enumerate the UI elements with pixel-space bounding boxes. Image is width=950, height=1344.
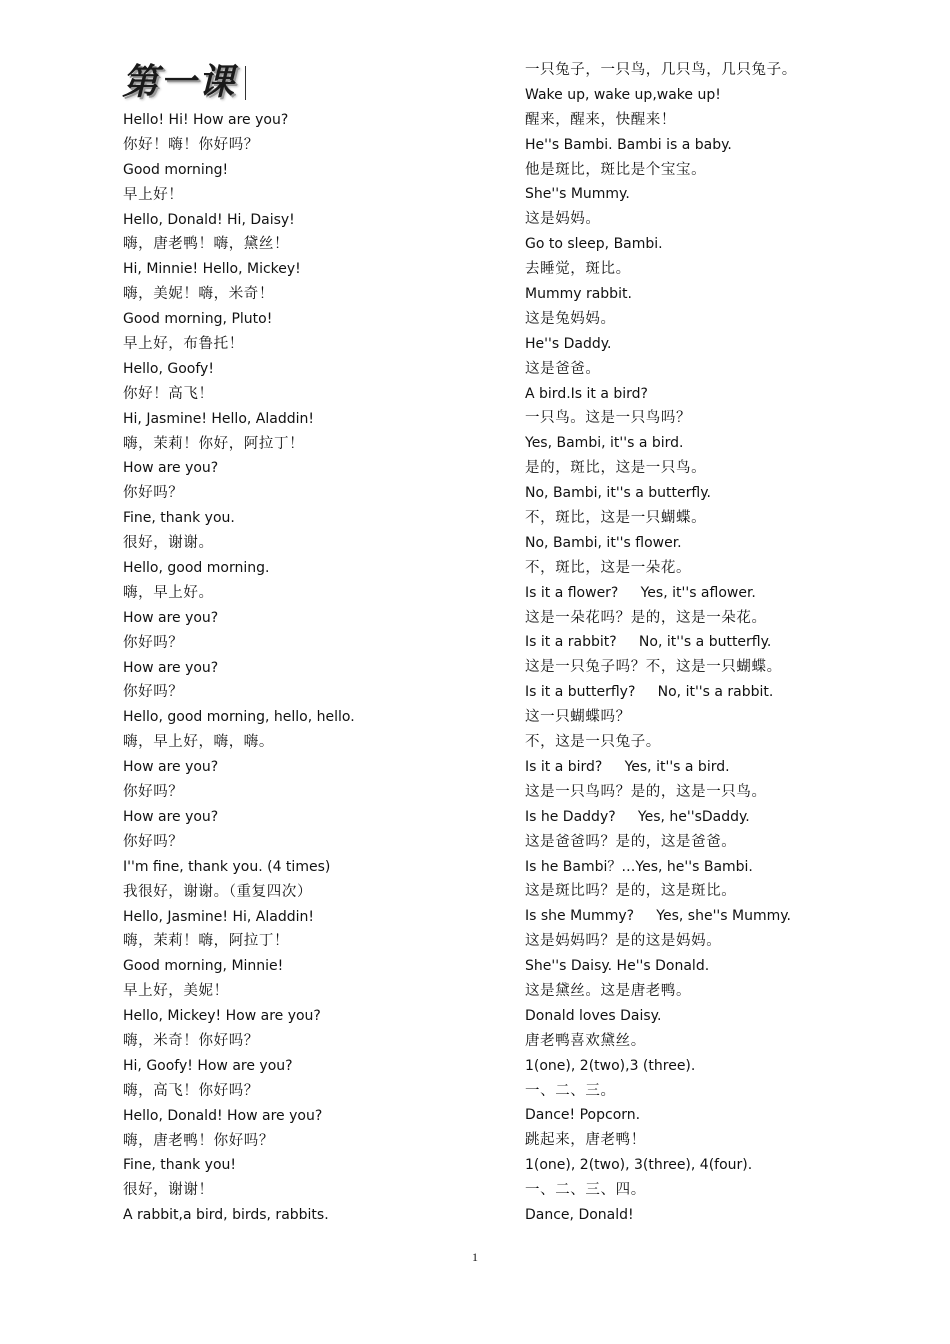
- title-divider: [245, 66, 246, 100]
- chinese-line: 这是斑比吗？是的，这是斑比。: [525, 883, 737, 900]
- english-line: Hello, Goofy!: [123, 360, 214, 377]
- left-column: [123, 108, 523, 1228]
- english-line: A rabbit,a bird, birds, rabbits.: [123, 1207, 329, 1224]
- english-line: Hello, good morning, hello, hello.: [123, 709, 355, 726]
- chinese-line: 嗨，美妮！嗨，米奇！: [123, 286, 274, 303]
- english-line: Hello, Donald! Hi, Daisy!: [123, 211, 295, 228]
- english-line: No, Bambi, it''s flower.: [525, 534, 682, 551]
- english-line: Mummy rabbit.: [525, 286, 632, 303]
- chinese-line: 很好，谢谢！: [123, 1182, 214, 1199]
- chinese-line: 这是一只鸟吗？是的，这是一只鸟。: [525, 783, 767, 800]
- chinese-line: 嗨，茉莉！你好，阿拉丁！: [123, 435, 305, 452]
- chinese-line: 嗨，唐老鸭！嗨，黛丝！: [123, 236, 290, 253]
- english-line: Hello, Mickey! How are you?: [123, 1008, 321, 1025]
- english-line: How are you?: [123, 808, 219, 825]
- english-line: Fine, thank you.: [123, 510, 235, 527]
- english-line: How are you?: [123, 659, 219, 676]
- chinese-line: 很好，谢谢。: [123, 535, 214, 552]
- english-line: Is it a rabbit? No, it''s a butterfly.: [525, 634, 772, 651]
- chinese-line: 这是一朵花吗？是的，这是一朵花。: [525, 609, 767, 626]
- english-line: Hi, Minnie! Hello, Mickey!: [123, 261, 301, 278]
- chinese-line: 这是妈妈吗？是的这是妈妈。: [525, 933, 722, 950]
- english-line: Is he Daddy? Yes, he''sDaddy.: [525, 808, 750, 825]
- english-line: 1(one), 2(two), 3(three), 4(four).: [525, 1157, 753, 1174]
- chinese-line: 醒来，醒来，快醒来！: [525, 111, 676, 128]
- chinese-line: 这是妈妈。: [525, 211, 601, 228]
- english-line: 1(one), 2(two),3 (three).: [525, 1057, 696, 1074]
- chinese-line: 一只兔子，一只鸟，几只鸟，几只兔子。: [525, 62, 797, 78]
- english-line: He''s Bambi. Bambi is a baby.: [525, 136, 732, 153]
- chinese-line: 这是兔妈妈。: [525, 310, 616, 327]
- english-line: Fine, thank you!: [123, 1157, 237, 1174]
- english-line: I''m fine, thank you. (4 times): [123, 858, 331, 875]
- english-line: Good morning!: [123, 161, 229, 178]
- chinese-line: 这是黛丝。这是唐老鸭。: [525, 982, 692, 999]
- english-line: Yes, Bambi, it''s a bird.: [525, 435, 684, 452]
- chinese-line: 嗨，早上好，嗨，嗨。: [123, 734, 274, 751]
- english-line: Donald loves Daisy.: [525, 1007, 662, 1024]
- english-line: Is he Bambi？…Yes, he''s Bambi.: [525, 858, 753, 875]
- chinese-line: 早上好，布鲁托！: [123, 336, 244, 353]
- english-line: Dance! Popcorn.: [525, 1107, 641, 1124]
- english-line: Hello, Jasmine! Hi, Aladdin!: [123, 908, 314, 925]
- chinese-line: 一、二、三、四。: [525, 1182, 646, 1199]
- english-line: Is it a bird? Yes, it''s a bird.: [525, 758, 730, 775]
- chinese-line: 不，这是一只兔子。: [525, 734, 661, 751]
- page-number: 1: [472, 1250, 478, 1264]
- chinese-line: 你好吗？: [123, 833, 184, 850]
- chinese-line: 这一只蝴蝶吗？: [525, 709, 631, 726]
- chinese-line: 是的，斑比，这是一只鸟。: [525, 460, 707, 477]
- english-line: A bird.Is it a bird?: [525, 385, 648, 402]
- chinese-line: 你好吗？: [123, 784, 184, 801]
- chinese-line: 去睡觉，斑比。: [525, 261, 631, 278]
- chinese-line: 嗨，唐老鸭！你好吗？: [123, 1132, 274, 1149]
- chinese-line: 不，斑比，这是一只蝴蝶。: [525, 510, 707, 527]
- english-line: Hello! Hi! How are you?: [123, 112, 289, 128]
- chinese-line: 一、二、三。: [525, 1082, 616, 1099]
- chinese-line: 不，斑比，这是一朵花。: [525, 559, 692, 576]
- chinese-line: 嗨，米奇！你好吗？: [123, 1032, 259, 1049]
- english-line: Good morning, Minnie!: [123, 958, 284, 975]
- english-line: Wake up, wake up,wake up!: [525, 86, 721, 103]
- english-line: Go to sleep, Bambi.: [525, 236, 663, 253]
- chinese-line: 唐老鸭喜欢黛丝。: [525, 1032, 646, 1049]
- english-line: Hello, good morning.: [123, 560, 270, 577]
- right-column: [525, 58, 925, 1228]
- english-line: How are you?: [123, 460, 219, 477]
- chinese-line: 你好吗？: [123, 485, 184, 502]
- chinese-line: 这是爸爸吗？是的，这是爸爸。: [525, 833, 737, 850]
- english-line: Hello, Donald! How are you?: [123, 1107, 323, 1124]
- chinese-line: 你好！嗨！你好吗？: [123, 136, 259, 153]
- chinese-line: 这是一只兔子吗？不，这是一只蝴蝶。: [525, 659, 782, 676]
- english-line: How are you?: [123, 609, 219, 626]
- chinese-line: 早上好，美妮！: [123, 983, 229, 1000]
- english-line: How are you?: [123, 759, 219, 776]
- chinese-line: 嗨，高飞！你好吗？: [123, 1082, 259, 1099]
- chinese-line: 你好！高飞！: [123, 385, 214, 402]
- chinese-line: 跳起来，唐老鸭！: [525, 1132, 646, 1149]
- english-line: No, Bambi, it''s a butterfly.: [525, 485, 711, 502]
- english-line: Dance, Donald!: [525, 1206, 634, 1223]
- chinese-line: 我很好，谢谢。（重复四次）: [123, 883, 313, 900]
- english-line: Is she Mummy? Yes, she''s Mummy.: [525, 908, 791, 925]
- english-line: Hi, Goofy! How are you?: [123, 1057, 293, 1074]
- english-line: Hi, Jasmine! Hello, Aladdin!: [123, 410, 314, 427]
- chinese-line: 一只鸟。这是一只鸟吗？: [525, 410, 692, 427]
- english-line: She''s Daisy. He''s Donald.: [525, 958, 710, 975]
- chinese-line: 你好吗？: [123, 634, 184, 651]
- chinese-line: 你好吗？: [123, 684, 184, 701]
- chinese-line: 嗨，早上好。: [123, 584, 214, 601]
- chinese-line: 嗨，茉莉！嗨，阿拉丁！: [123, 933, 290, 950]
- english-line: He''s Daddy.: [525, 335, 612, 352]
- lesson-title: 第一课: [122, 61, 237, 103]
- english-line: She''s Mummy.: [525, 186, 630, 203]
- chinese-line: 早上好！: [123, 186, 184, 203]
- english-line: Is it a butterfly? No, it''s a rabbit.: [525, 684, 774, 701]
- english-line: Is it a flower? Yes, it''s aflower.: [525, 584, 756, 601]
- chinese-line: 这是爸爸。: [525, 360, 601, 377]
- chinese-line: 他是斑比，斑比是个宝宝。: [525, 161, 707, 178]
- english-line: Good morning, Pluto!: [123, 311, 273, 328]
